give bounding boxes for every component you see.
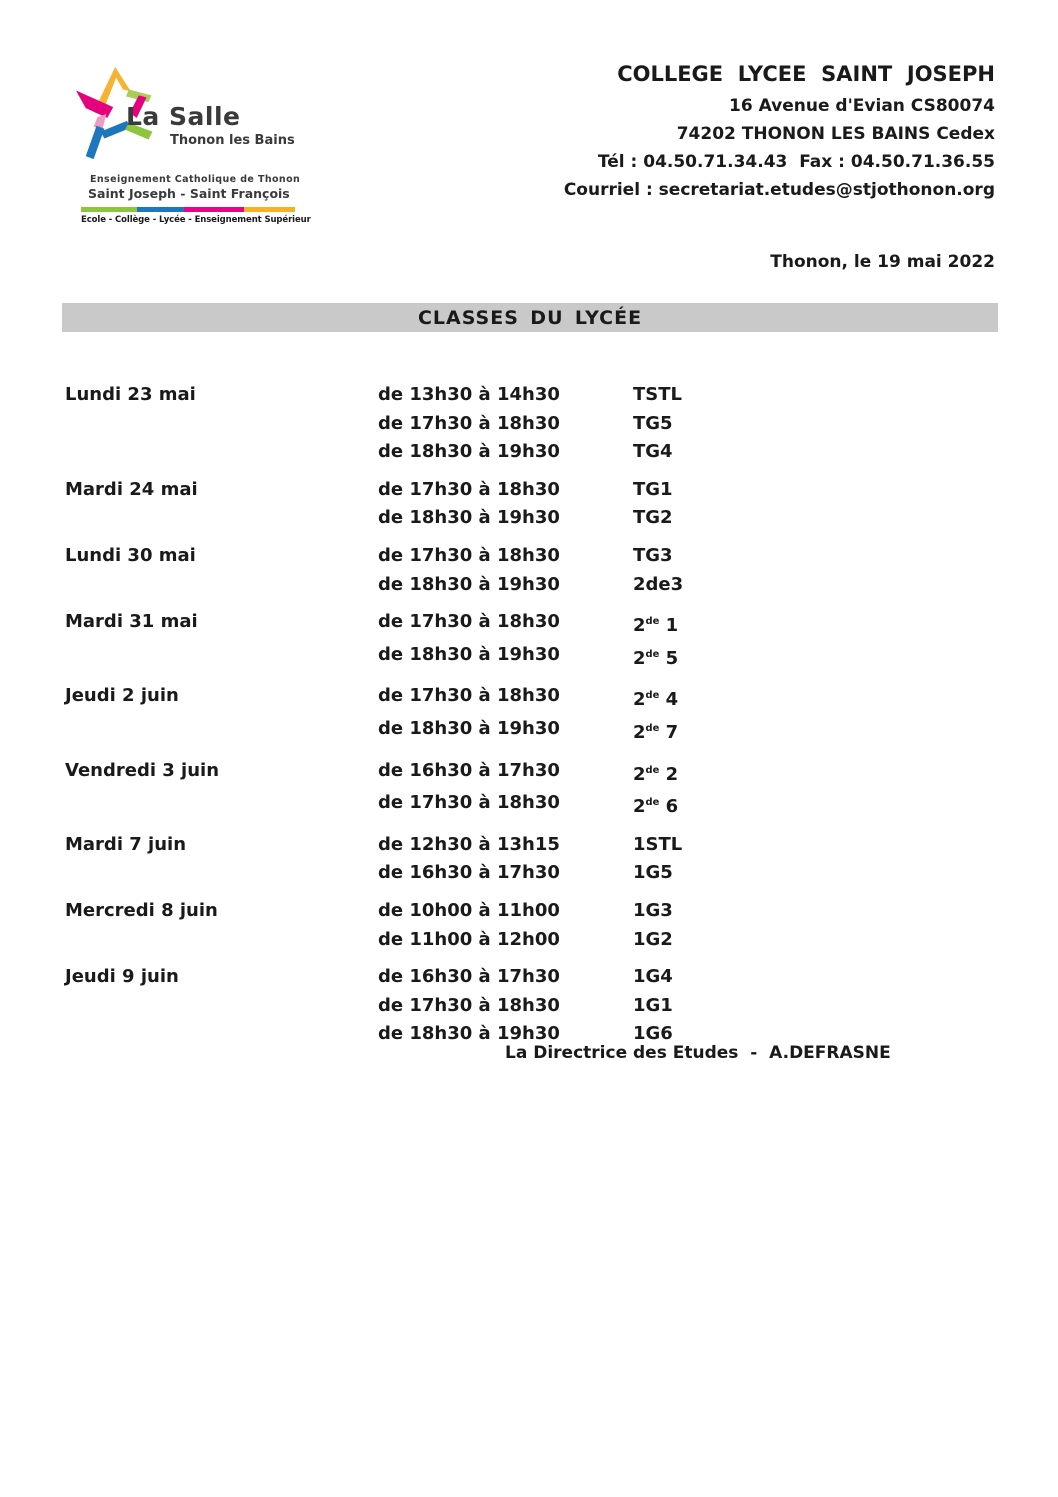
schedule-group <box>65 963 825 1049</box>
schedule-row <box>65 410 825 439</box>
signature-line: La Directrice des Etudes - A.DEFRASNE <box>505 1043 891 1063</box>
schedule-class-cell: 2de 5 <box>633 647 679 669</box>
schedule-row <box>65 682 825 715</box>
schedule-class-cell: TG1 <box>633 478 673 500</box>
schedule-date-cell: Jeudi 2 juin <box>65 685 179 707</box>
address-line-2: 74202 THONON LES BAINS Cedex <box>676 124 995 144</box>
schedule-row <box>65 641 825 674</box>
schedule-row <box>65 542 825 571</box>
stripe-segment <box>137 207 184 212</box>
schedule-group <box>65 476 825 533</box>
schedule-row <box>65 715 825 748</box>
schedule-date-cell <box>65 641 378 674</box>
schedule-time-cell: de 17h30 à 18h30 <box>378 412 560 434</box>
logo-brand-name: La Salle <box>126 102 241 131</box>
schedule-row <box>65 571 825 600</box>
schedule-date-cell: Lundi 23 mai <box>65 384 196 405</box>
schedule-time-cell: de 12h30 à 13h15 <box>378 833 560 855</box>
schedule-row <box>65 608 825 641</box>
schedule-date-cell <box>65 992 378 1021</box>
schedule-time-cell: de 18h30 à 19h30 <box>378 643 560 665</box>
schedule-class-cell: TG4 <box>633 441 673 463</box>
email-line: Courriel : secretariat.etudes@stjothonon.org <box>563 180 995 200</box>
logo-subtitle: Enseignement Catholique de Thonon <box>90 174 301 185</box>
schedule-date-cell <box>65 859 378 888</box>
schedule-time-cell: de 17h30 à 18h30 <box>378 544 560 566</box>
schedule-row <box>65 476 825 505</box>
schedule-time-cell: de 18h30 à 19h30 <box>378 573 560 595</box>
schedule-class-cell: 1G1 <box>633 994 673 1016</box>
schedule-date-cell: Mardi 24 mai <box>65 478 198 500</box>
schedule-date-cell: Lundi 30 mai <box>65 544 196 566</box>
schedule-class-cell: 2de3 <box>633 573 684 595</box>
address-line-1: 16 Avenue d'Evian CS80074 <box>729 96 995 116</box>
schedule-time-cell: de 11h00 à 12h00 <box>378 928 560 950</box>
logo-location: Thonon les Bains <box>170 133 295 148</box>
stripe-segment <box>184 207 244 212</box>
stripe-segment <box>81 207 137 212</box>
schedule-class-cell: 2de 1 <box>633 615 679 637</box>
schedule-class-cell: 2de 7 <box>633 721 679 743</box>
schedule-time-cell: de 17h30 à 18h30 <box>378 478 560 500</box>
schedule-row <box>65 757 825 790</box>
schedule-row <box>65 963 825 992</box>
schedule-time-cell: de 17h30 à 18h30 <box>378 685 560 707</box>
schedule-time-cell: de 18h30 à 19h30 <box>378 441 560 463</box>
schedule-row <box>65 926 825 955</box>
schedule-date-cell <box>65 504 378 533</box>
schedule-date-cell <box>65 789 378 822</box>
schedule-table <box>65 381 825 1058</box>
schedule-date-cell <box>65 571 378 600</box>
phone-fax-line: Tél : 04.50.71.34.43 Fax : 04.50.71.36.55 <box>597 152 995 172</box>
schedule-row <box>65 992 825 1021</box>
schedule-class-cell: 2de 4 <box>633 689 679 711</box>
date-line: Thonon, le 19 mai 2022 <box>770 252 995 272</box>
schedule-row <box>65 438 825 467</box>
schedule-class-cell: 1G3 <box>633 899 673 921</box>
schedule-class-cell: TSTL <box>633 384 682 405</box>
schedule-group <box>65 682 825 747</box>
schedule-time-cell: de 16h30 à 17h30 <box>378 966 560 988</box>
schedule-date-cell: Vendredi 3 juin <box>65 759 220 781</box>
logo-color-stripe <box>81 207 295 212</box>
schedule-date-cell <box>65 715 378 748</box>
schedule-class-cell: 2de 6 <box>633 796 679 818</box>
schedule-row <box>65 831 825 860</box>
schedule-class-cell: 1STL <box>633 833 683 855</box>
schedule-class-cell: TG2 <box>633 507 673 529</box>
logo-levels-line: Ecole - Collège - Lycée - Enseignement Supérieur <box>81 215 311 225</box>
schedule-row <box>65 789 825 822</box>
schedule-row <box>65 381 825 410</box>
schedule-group <box>65 542 825 599</box>
schedule-time-cell: de 18h30 à 19h30 <box>378 717 560 739</box>
section-title: CLASSES DU LYCÉE <box>417 306 643 329</box>
schedule-group <box>65 831 825 888</box>
stripe-segment <box>244 207 295 212</box>
schedule-date-cell: Jeudi 9 juin <box>65 966 179 988</box>
schedule-date-cell <box>65 410 378 439</box>
schedule-time-cell: de 16h30 à 17h30 <box>378 759 560 781</box>
schedule-time-cell: de 17h30 à 18h30 <box>378 611 560 633</box>
logo-schools-line: Saint Joseph - Saint François <box>88 186 290 201</box>
schedule-time-cell: de 18h30 à 19h30 <box>378 1023 560 1045</box>
schedule-class-cell: 1G6 <box>633 1023 673 1045</box>
schedule-date-cell <box>65 1020 378 1049</box>
schedule-time-cell: de 10h00 à 11h00 <box>378 899 560 921</box>
schedule-time-cell: de 18h30 à 19h30 <box>378 507 560 529</box>
schedule-class-cell: TG5 <box>633 412 673 434</box>
schedule-time-cell: de 16h30 à 17h30 <box>378 862 560 884</box>
schedule-time-cell: de 13h30 à 14h30 <box>378 384 560 405</box>
schedule-time-cell: de 17h30 à 18h30 <box>378 994 560 1016</box>
schedule-class-cell: 2de 2 <box>633 763 679 785</box>
schedule-group <box>65 897 825 954</box>
schedule-date-cell: Mardi 31 mai <box>65 611 198 633</box>
schedule-class-cell: TG3 <box>633 544 673 566</box>
schedule-date-cell: Mercredi 8 juin <box>65 899 218 921</box>
schedule-date-cell <box>65 438 378 467</box>
schedule-row <box>65 897 825 926</box>
section-title-bar <box>62 303 998 332</box>
schedule-row <box>65 504 825 533</box>
schedule-group <box>65 757 825 822</box>
school-name: COLLEGE LYCEE SAINT JOSEPH <box>617 62 995 86</box>
school-logo <box>66 58 386 238</box>
schedule-date-cell: Mardi 7 juin <box>65 833 187 855</box>
schedule-group <box>65 381 825 467</box>
schedule-class-cell: 1G2 <box>633 928 673 950</box>
schedule-class-cell: 1G5 <box>633 862 673 884</box>
schedule-row <box>65 859 825 888</box>
schedule-time-cell: de 17h30 à 18h30 <box>378 792 560 814</box>
schedule-class-cell: 1G4 <box>633 966 673 988</box>
schedule-group <box>65 608 825 673</box>
letterhead <box>564 62 995 204</box>
schedule-date-cell <box>65 926 378 955</box>
